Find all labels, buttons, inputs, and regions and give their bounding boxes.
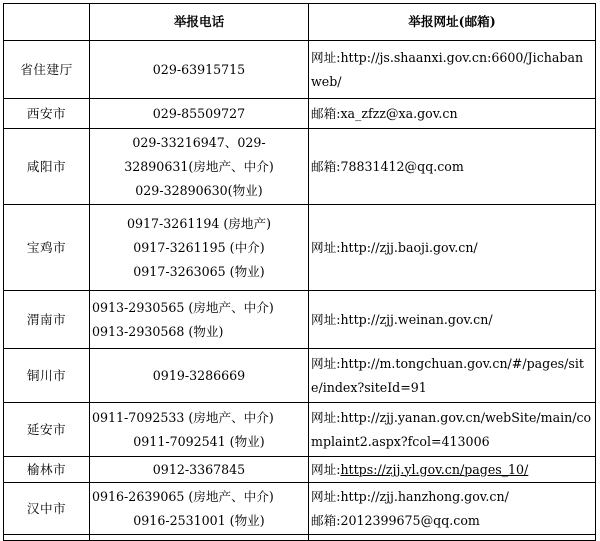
contact-prefix: 网址: xyxy=(311,488,341,504)
phone-line: 0917-3263065 (物业) xyxy=(133,263,265,279)
email-link[interactable]: 78831412@qq.com xyxy=(340,158,464,174)
region-cell: 榆林市 xyxy=(4,457,90,483)
phone-line: 0911-7092533 (房地产、中介) xyxy=(92,409,274,425)
contact-cell xyxy=(309,291,596,349)
phone-cell xyxy=(90,129,309,205)
contact-prefix: 网址: xyxy=(311,355,341,371)
contact-line xyxy=(311,352,593,400)
phone-cell xyxy=(90,403,309,457)
phone-line: 0917-3261195 (中介) xyxy=(133,239,265,255)
contact-cell xyxy=(309,403,596,457)
phone-cell xyxy=(90,205,309,291)
contact-line xyxy=(311,102,593,126)
phone-line: 029-63915715 xyxy=(152,61,246,77)
website-link[interactable]: http://m.tongchuan.gov.cn/#/pages/site/index?siteId=91 xyxy=(311,355,584,395)
contact-line xyxy=(311,236,593,260)
contact-cell xyxy=(309,349,596,403)
phone-cell xyxy=(90,291,309,349)
website-link[interactable]: http://zjj.yanan.gov.cn/webSite/main/complaint2.aspx?fcol=413006 xyxy=(311,409,592,449)
phone-line: 0916-2531001 (物业) xyxy=(133,512,265,528)
region-cell: 铜川市 xyxy=(4,349,90,403)
table-row xyxy=(4,457,596,483)
phone-cell xyxy=(90,349,309,403)
table-row xyxy=(4,205,596,291)
contact-prefix: 邮箱: xyxy=(311,158,341,174)
header-phone: 举报电话 xyxy=(90,4,309,41)
table-row xyxy=(4,349,596,403)
contact-prefix: 网址: xyxy=(311,409,341,425)
contact-prefix: 网址: xyxy=(311,311,341,327)
table-row xyxy=(4,129,596,205)
contact-line xyxy=(311,308,593,332)
table-row xyxy=(4,535,596,541)
phone-cell xyxy=(90,41,309,99)
region-cell: 西安市 xyxy=(4,99,90,129)
contact-cell xyxy=(309,483,596,535)
email-link[interactable]: 2012399675@qq.com xyxy=(340,512,480,528)
website-link[interactable]: http://zjj.baoji.gov.cn/ xyxy=(340,239,478,255)
contact-cell xyxy=(309,457,596,483)
contact-cell xyxy=(309,535,596,541)
phone-cell xyxy=(90,535,309,541)
phone-line: 029-33216947、029-32890631(房地产、中介) xyxy=(124,134,274,174)
phone-line: 0913-2930565 (房地产、中介) xyxy=(92,299,274,315)
region-cell xyxy=(4,535,90,541)
phone-line: 029-85509727 xyxy=(152,105,246,121)
report-contacts-table xyxy=(3,3,596,541)
phone-line: 0912-3367845 xyxy=(152,461,246,477)
contact-cell xyxy=(309,205,596,291)
contact-prefix: 邮箱: xyxy=(311,512,341,528)
phone-line: 0916-2639065 (房地产、中介) xyxy=(92,488,274,504)
contact-prefix: 网址: xyxy=(311,461,341,477)
region-cell: 汉中市 xyxy=(4,483,90,535)
contact-prefix: 邮箱: xyxy=(311,105,341,121)
contact-line xyxy=(311,155,593,179)
phone-line: 029-32890630(物业) xyxy=(135,182,263,198)
phone-cell xyxy=(90,483,309,535)
header-website: 举报网址(邮箱) xyxy=(309,4,596,41)
contact-line xyxy=(311,485,593,509)
contact-line xyxy=(311,509,593,533)
report-table-container xyxy=(3,3,595,528)
contact-prefix: 网址: xyxy=(311,49,341,65)
email-link[interactable]: xa_zfzz@xa.gov.cn xyxy=(340,105,458,121)
table-row xyxy=(4,291,596,349)
region-cell: 渭南市 xyxy=(4,291,90,349)
table-header-row xyxy=(4,4,596,41)
region-cell: 宝鸡市 xyxy=(4,205,90,291)
phone-cell xyxy=(90,99,309,129)
website-link[interactable]: http://js.shaanxi.gov.cn:6600/Jichabanweb/ xyxy=(311,49,584,89)
website-link[interactable]: http://zjj.weinan.gov.cn/ xyxy=(340,311,493,327)
phone-line: 0919-3286669 xyxy=(152,367,246,383)
region-cell: 省住建厅 xyxy=(4,41,90,99)
contact-cell xyxy=(309,129,596,205)
contact-cell xyxy=(309,99,596,129)
contact-line xyxy=(311,406,593,454)
table-row xyxy=(4,483,596,535)
header-region xyxy=(4,4,90,41)
phone-line: 0917-3261194 (房地产) xyxy=(126,215,271,231)
table-row xyxy=(4,41,596,99)
contact-line xyxy=(311,46,593,94)
table-row xyxy=(4,403,596,457)
phone-cell xyxy=(90,457,309,483)
region-cell: 咸阳市 xyxy=(4,129,90,205)
website-link[interactable]: https://zjj.yl.gov.cn/pages_10/ xyxy=(340,461,529,477)
table-row xyxy=(4,99,596,129)
website-link[interactable]: http://zjj.hanzhong.gov.cn/ xyxy=(340,488,509,504)
phone-line: 0913-2930568 (物业) xyxy=(92,323,224,339)
phone-line: 0911-7092541 (物业) xyxy=(133,433,265,449)
region-cell: 延安市 xyxy=(4,403,90,457)
contact-line xyxy=(311,458,593,482)
contact-prefix: 网址: xyxy=(311,239,341,255)
contact-cell xyxy=(309,41,596,99)
